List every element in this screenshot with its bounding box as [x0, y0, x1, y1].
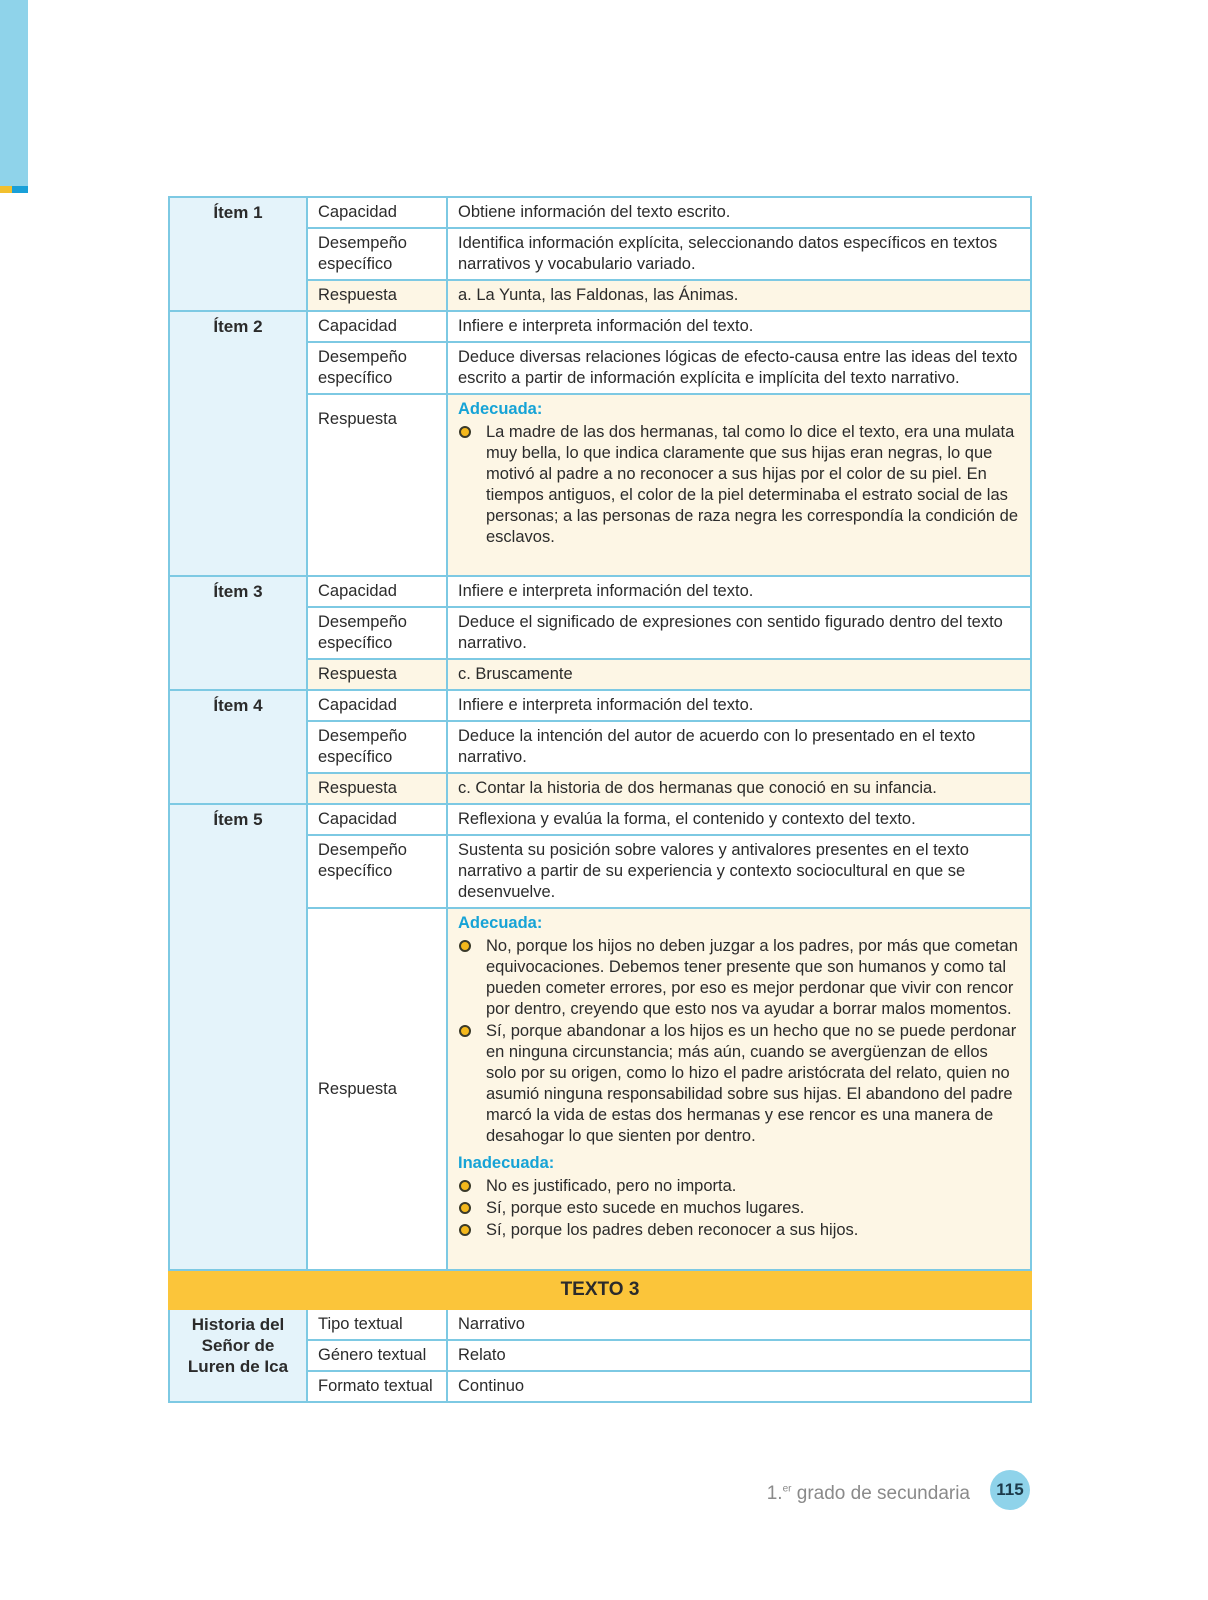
texto-3-band: TEXTO 3 — [169, 1270, 1031, 1309]
list-item — [458, 1021, 1020, 1147]
texto-3-label: Género textual — [307, 1340, 447, 1371]
capacidad-label: Capacidad — [307, 804, 447, 835]
answer-text: La madre de las dos hermanas, tal como lo dice el texto, era una mulata muy bella, lo que indica claramente que sus hijas eran negras, lo que motivó al padre a no reconocer a sus hijas por el color de su piel. En tiempos antiguos, el color de la piel determinaba el estrato social de las personas; a las personas de raza negra les correspondía la condición de esclavos. — [486, 423, 1018, 546]
texto-3-label: Formato textual — [307, 1371, 447, 1402]
adecuada-heading: Adecuada: — [458, 400, 543, 418]
item-2-capacidad: Infiere e interpreta información del texto. — [447, 311, 1031, 342]
desempeno-label: Desempeño específico — [307, 228, 447, 280]
inadecuada-heading: Inadecuada: — [458, 1154, 555, 1172]
respuesta-label: Respuesta — [307, 908, 447, 1270]
texto-3-value: Relato — [447, 1340, 1031, 1371]
bullet-icon — [459, 1025, 471, 1037]
item-2-capacidad-row — [169, 311, 1031, 342]
list-item — [458, 1176, 1020, 1197]
respuesta-label: Respuesta — [307, 394, 447, 576]
texto-3-row — [169, 1309, 1031, 1340]
item-3-title: Ítem 3 — [169, 576, 307, 690]
inadecuada-list — [458, 1176, 1020, 1241]
texto-3-value: Narrativo — [447, 1309, 1031, 1340]
adecuada-heading: Adecuada: — [458, 914, 543, 932]
respuesta-label: Respuesta — [307, 773, 447, 804]
answer-text: No, porque los hijos no deben juzgar a los padres, por más que cometan equivocaciones. Debemos tener presente que son humanos y como tal pueden cometer errores, por eso es mejor perdonar que vivir con rencor por dentro, creyendo que esto nos va ayudar a borrar malos momentos. — [486, 937, 1018, 1018]
item-3-capacidad: Infiere e interpreta información del texto. — [447, 576, 1031, 607]
item-2-respuesta — [447, 394, 1031, 576]
list-item — [458, 1220, 1020, 1241]
capacidad-label: Capacidad — [307, 197, 447, 228]
respuesta-label: Respuesta — [307, 659, 447, 690]
capacidad-label: Capacidad — [307, 576, 447, 607]
bullet-icon — [459, 1224, 471, 1236]
item-3-capacidad-row — [169, 576, 1031, 607]
texto-3-title: Historia del Señor de Luren de Ica — [169, 1309, 307, 1402]
rubric-table — [168, 196, 1032, 1403]
side-strip-yellow — [0, 186, 12, 193]
item-1-capacidad: Obtiene información del texto escrito. — [447, 197, 1031, 228]
grade-text: grado de secundaria — [791, 1483, 970, 1504]
bullet-icon — [459, 940, 471, 952]
list-item — [458, 422, 1020, 548]
item-4-title: Ítem 4 — [169, 690, 307, 804]
capacidad-label: Capacidad — [307, 311, 447, 342]
capacidad-label: Capacidad — [307, 690, 447, 721]
grade-label — [767, 1483, 970, 1505]
desempeno-label: Desempeño específico — [307, 835, 447, 908]
texto-3-value: Continuo — [447, 1371, 1031, 1402]
item-2-desempeno: Deduce diversas relaciones lógicas de efecto-causa entre las ideas del texto escrito a partir de información explícita e implícita del texto narrativo. — [447, 342, 1031, 394]
item-4-desempeno: Deduce la intención del autor de acuerdo con lo presentado en el texto narrativo. — [447, 721, 1031, 773]
grade-number: 1. — [766, 1483, 783, 1504]
respuesta-label: Respuesta — [307, 280, 447, 311]
list-item — [458, 1198, 1020, 1219]
item-1-title: Ítem 1 — [169, 197, 307, 311]
item-5-capacidad-row — [169, 804, 1031, 835]
grade-superscript: er — [782, 1483, 792, 1495]
answer-text: No es justificado, pero no importa. — [486, 1177, 737, 1195]
item-5-title: Ítem 5 — [169, 804, 307, 1270]
answer-text: Sí, porque abandonar a los hijos es un hecho que no se puede perdonar en ninguna circunstancia; más aún, cuando se avergüenzan de ellos solo por su origen, como lo hizo el padre aristócrata del relato, quien no asumió ninguna responsabilidad sobre sus hijas. El abandono del padre marcó la vida de estas dos hermanas y ese rencor es una manera de desahogar lo que sienten por dentro. — [486, 1022, 1017, 1145]
item-4-capacidad: Infiere e interpreta información del texto. — [447, 690, 1031, 721]
item-3-desempeno: Deduce el significado de expresiones con sentido figurado dentro del texto narrativo. — [447, 607, 1031, 659]
list-item — [458, 936, 1020, 1020]
item-1-capacidad-row — [169, 197, 1031, 228]
answer-text: Sí, porque esto sucede en muchos lugares. — [486, 1199, 805, 1217]
item-1-desempeno: Identifica información explícita, seleccionando datos específicos en textos narrativos y vocabulario variado. — [447, 228, 1031, 280]
desempeno-label: Desempeño específico — [307, 721, 447, 773]
answer-text: Sí, porque los padres deben reconocer a sus hijos. — [486, 1221, 859, 1239]
desempeno-label: Desempeño específico — [307, 342, 447, 394]
side-strip-blue — [12, 186, 28, 193]
item-4-capacidad-row — [169, 690, 1031, 721]
item-1-respuesta: a. La Yunta, las Faldonas, las Ánimas. — [447, 280, 1031, 311]
item-4-respuesta: c. Contar la historia de dos hermanas que conoció en su infancia. — [447, 773, 1031, 804]
item-5-desempeno: Sustenta su posición sobre valores y antivalores presentes en el texto narrativo a partir de su experiencia y contexto sociocultural en que se desenvuelve. — [447, 835, 1031, 908]
texto-3-label: Tipo textual — [307, 1309, 447, 1340]
item-5-respuesta — [447, 908, 1031, 1270]
adecuada-list — [458, 422, 1020, 548]
item-5-capacidad: Reflexiona y evalúa la forma, el contenido y contexto del texto. — [447, 804, 1031, 835]
side-color-bar — [0, 0, 28, 186]
bullet-icon — [459, 1180, 471, 1192]
item-3-respuesta: c. Bruscamente — [447, 659, 1031, 690]
page-number: 115 — [990, 1470, 1030, 1510]
item-2-title: Ítem 2 — [169, 311, 307, 576]
bullet-icon — [459, 1202, 471, 1214]
desempeno-label: Desempeño específico — [307, 607, 447, 659]
adecuada-list — [458, 936, 1020, 1147]
texto-3-band-row — [169, 1270, 1031, 1309]
bullet-icon — [459, 426, 471, 438]
